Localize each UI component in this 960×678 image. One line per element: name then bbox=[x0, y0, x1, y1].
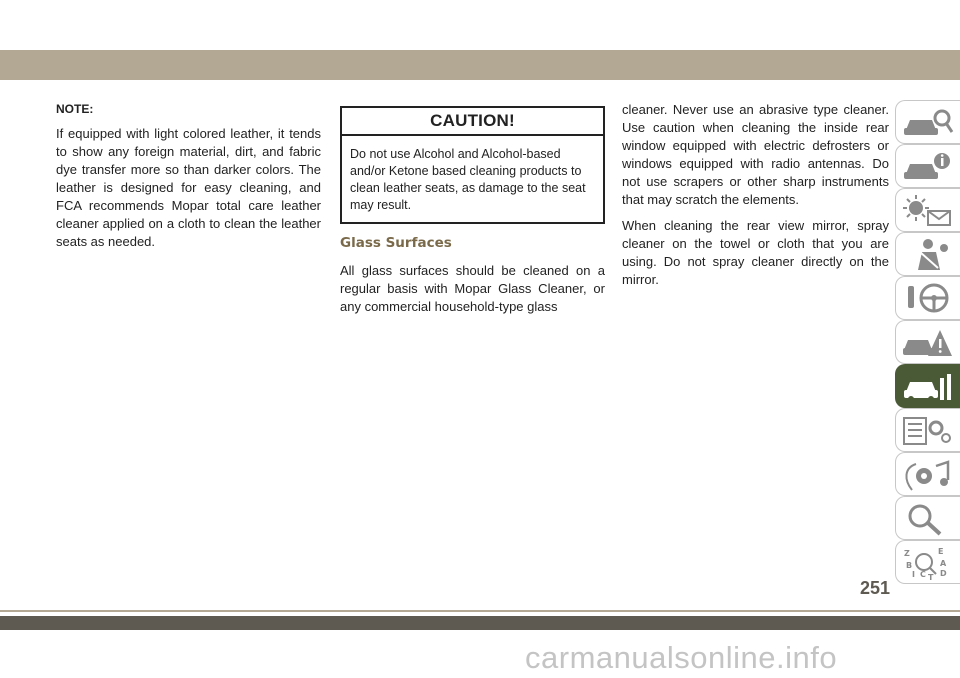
cleaner-paragraph: cleaner. Never use an abrasive type cleaner. Use caution when cleaning the inside rear window equipped with electric defrosters or windows equipped with radio antennas. Do not use scrapers or other sharp instruments that may scratch the elements. bbox=[622, 102, 889, 207]
caution-text: Do not use Alcohol and Alcohol-based and/or Ketone based cleaning products to clean leather seats, as damage to the seat may result. bbox=[350, 147, 586, 212]
note-label: NOTE: bbox=[56, 102, 94, 116]
mirror-paragraph: When cleaning the rear view mirror, spray cleaner on the towel or cloth that you are using. Do not spray cleaner directly on the mirror. bbox=[622, 218, 889, 287]
column-left bbox=[56, 101, 321, 259]
steering-wheel-icon bbox=[902, 282, 954, 316]
index-letter: D bbox=[940, 569, 947, 578]
glass-surfaces-heading: Glass Surfaces bbox=[340, 235, 452, 251]
tab-index[interactable] bbox=[895, 540, 960, 584]
index-letter: A bbox=[940, 559, 947, 568]
car-service-icon bbox=[902, 370, 954, 404]
index-letter: B bbox=[906, 561, 913, 570]
tab-warning-lights[interactable] bbox=[895, 188, 960, 232]
car-search-icon bbox=[902, 106, 954, 140]
tab-emergency[interactable] bbox=[895, 320, 960, 364]
index-letter: Z bbox=[904, 549, 910, 558]
caution-title: CAUTION! bbox=[342, 108, 603, 136]
multimedia-icon bbox=[902, 458, 954, 492]
tab-vehicle-info[interactable] bbox=[895, 144, 960, 188]
watermark: carmanualsonline.info bbox=[525, 640, 838, 675]
glass-paragraph: All glass surfaces should be cleaned on a regular basis with Mopar Glass Cleaner, or any commercial household-type glass bbox=[340, 263, 605, 314]
column-middle bbox=[340, 106, 605, 324]
tab-customer-assistance[interactable] bbox=[895, 496, 960, 540]
tab-specifications[interactable] bbox=[895, 408, 960, 452]
index-search-icon bbox=[902, 502, 954, 536]
seat-safety-icon bbox=[902, 238, 954, 272]
index-letter: C bbox=[920, 570, 926, 579]
header-band bbox=[0, 50, 960, 80]
tab-safety[interactable] bbox=[895, 232, 960, 276]
footer-band bbox=[0, 616, 960, 630]
tab-starting-operating[interactable] bbox=[895, 276, 960, 320]
car-warning-icon bbox=[902, 326, 954, 360]
index-letter: I bbox=[912, 570, 915, 579]
index-letter: T bbox=[928, 573, 934, 580]
tab-multimedia[interactable] bbox=[895, 452, 960, 496]
caution-box bbox=[340, 106, 605, 224]
footer-line bbox=[0, 610, 960, 612]
note-text: If equipped with light colored leather, it tends to show any foreign material, dirt, and fabric dye transfer more so than darker colors. The leather is designed for easy cleaning, and FCA recommends Mopar total care leather cleaner applied on a cloth to clean the leather seats as needed. bbox=[56, 126, 321, 249]
car-info-icon bbox=[902, 150, 954, 184]
warning-lights-icon bbox=[902, 194, 954, 228]
index-letter: E bbox=[938, 547, 944, 556]
alphabet-index-icon bbox=[902, 546, 954, 580]
tab-servicing-maintenance[interactable] bbox=[895, 364, 960, 408]
column-right bbox=[622, 101, 889, 297]
specifications-icon bbox=[902, 414, 954, 448]
tab-getting-to-know[interactable] bbox=[895, 100, 960, 144]
page-number: 251 bbox=[860, 578, 891, 598]
